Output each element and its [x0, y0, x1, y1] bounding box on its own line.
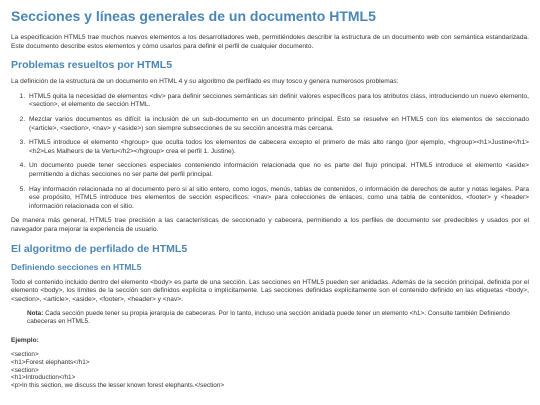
problems-heading: Problemas resueltos por HTML5: [11, 59, 173, 72]
note-text: Cada sección puede tener su propia jerarquía de cabeceras. Por lo tanto, incluso una sección anidada puede tener un elemento <h1>. Consulte también Definiendo cabeceras en HTML5.: [27, 310, 510, 326]
note-label: Nota:: [27, 310, 44, 318]
problems-list: [11, 93, 529, 212]
sections-paragraph: Todo el contenido incluido dentro del elemento <body> es parte de una sección. Las secciones en HTML5 pueden ser anidadas. Además de la sección principal, definida por el elemento <body>, los límites de la sección son definidos explícita o implícitamente. Las secciones definidas explícitamente son el contenido definido en las etiquetas <body>, <section>, <article>, <aside>, <footer>, <header> y <nav>.: [11, 278, 529, 303]
list-item: 5. Hay información relacionada no al documento pero si al sitio entero, como logos, menús, tablas de contenidos, o información de derechos de autor y notas legales. Para ese propósito, HTML5 introduce tres elementos de sección específicos: <nav> para colecciones de enlaces, como una tabla de contenidos, <footer> y <header> información relacionada con el sitio.: [27, 186, 529, 212]
problems-conclusion: De manera más general, HTML5 trae precisión a las características de seccionado y cabecera, permitiendo a los perfiles de documento ser predecibles y usados por el navegador para mejorar la experiencia de usuario.: [11, 217, 529, 233]
intro-paragraph: La especificación HTML5 trae muchos nuevos elementos a los desarrolladores web, permitiéndoles describir la estructura de un documento web con semántica estandarizada. Este documento describe estos elementos y cómo usarlos para definir el perfil de cualquier documento.: [11, 34, 529, 50]
list-item: 4. Un documento puede tener secciones especiales conteniendo información relacionada que no es parte del flujo principal. HTML5 introduce el elemento <aside> permitiendo a dichas secciones no ser parte del perfil principal.: [27, 162, 529, 179]
list-item: 2. Mezclar varios documentos es difícil: la inclusión de un sub-documento en un documento principal. Esto se resuelve en HTML5 con los elementos de seccionado (<article>, <section>, <nav> y <aside>) son siempre subsecciones de su sección ancestra más cercana.: [27, 116, 529, 133]
note-block: [27, 310, 529, 326]
code-example: <section> <h1>Forest elephants</h1> <section> <h1>Introduction</h1> <p>In this section, we discuss the lesser known forest elephants.</section>: [11, 350, 225, 390]
page-title: Secciones y líneas generales de un documento HTML5: [11, 8, 376, 24]
sections-subheading: Definiendo secciones en HTML5: [11, 261, 142, 272]
example-label: Ejemplo:: [11, 336, 39, 344]
list-item: 1. HTML5 quita la necesidad de elementos <div> para definir secciones semánticas sin definir valores específicos para los atributos class, introduciendo un nuevo elemento, <section>, el elemento de sección HTML.: [27, 93, 529, 110]
list-item: 3. HTML5 introduce el elemento <hgroup> que oculta todos los elementos de cabecera excepto el primero de más alto rango (por ejemplo, <hgroup><h1>Justine</h1><h2>Les Malheurs de la Vertu</h2></hgroup> crea el perfil 1. Justine).: [27, 139, 529, 156]
problems-intro: La definición de la estructura de un documento en HTML 4 y su algoritmo de perfilado es muy tosco y genera numerosos problemas:: [11, 78, 399, 86]
algorithm-heading: El algoritmo de perfilado de HTML5: [11, 242, 188, 255]
